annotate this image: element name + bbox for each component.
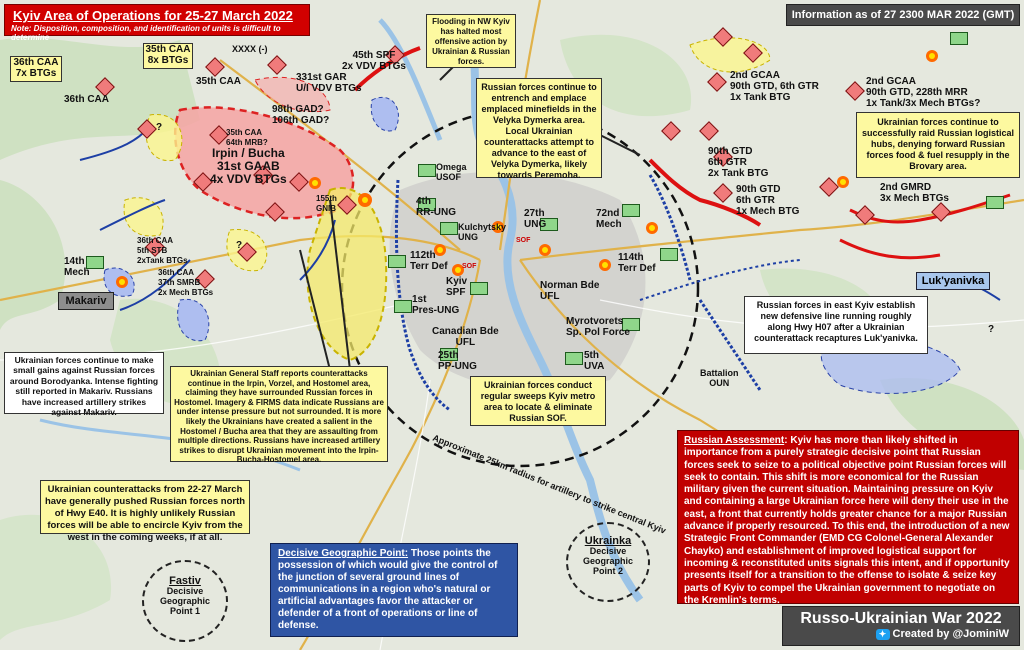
- unit-label-5th-stb: 36th CAA 5th STB 2xTank BTGs: [137, 236, 188, 265]
- note-counterattacks: Ukrainian counterattacks from 22-27 March have generally pushed Russian forces north of Hwy E40. It is highly unlikely Russian forces will be able to encircle Kyiv from the west in the coming weeks, if at all.: [40, 480, 250, 534]
- unit-label-1st-pres: 1st Pres-UNG: [412, 294, 460, 316]
- twitter-icon[interactable]: ✦: [876, 629, 890, 640]
- unit-label-irpin-bucha: Irpin / Bucha 31st GAAB 4x VDV BTGs: [210, 146, 287, 186]
- unit-label-90th-gtd-b: 90th GTD 6th GTR 1x Mech BTG: [736, 184, 800, 217]
- unit-label-64th-mrb: 35th CAA 64th MRB?: [226, 128, 268, 147]
- sof-marker: SOF: [516, 237, 531, 244]
- unit-label-112th-terr: 112th Terr Def: [410, 250, 448, 272]
- ukrainian-unit-symbol[interactable]: [394, 300, 412, 313]
- unit-label-45th-spf: 45th SPF 2x VDV BTGs: [342, 50, 406, 72]
- unknown-marker: ?: [156, 122, 163, 133]
- unit-label-2nd-gcaa-a: 2nd GCAA 90th GTD, 6th GTR 1x Tank BTG: [730, 70, 819, 103]
- unit-label-2nd-gmrd: 2nd GMRD 3x Mech BTGs: [880, 182, 949, 204]
- unit-label-2nd-gcaa-b: 2nd GCAA 90th GTD, 228th MRR 1x Tank/3x Mech BTGs?: [866, 76, 981, 109]
- place-lukyanivka: Luk'yanivka: [916, 272, 990, 290]
- ukrainian-unit-symbol[interactable]: [986, 196, 1004, 209]
- unit-label-kyiv-spf: Kyiv SPF: [446, 276, 468, 298]
- unit-label-kulchytsky: Kulchytsky UNG: [458, 222, 507, 242]
- unit-label-36th-caa: 36th CAA: [64, 94, 110, 105]
- map-title: Kyiv Area of Operations for 25-27 March 2022: [13, 8, 293, 23]
- decisive-point-fastiv: Fastiv Decisive Geographic Point 1: [142, 560, 228, 642]
- unit-label-72nd-mech: 72nd Mech: [596, 208, 622, 230]
- map-note: Note: Disposition, composition, and identification of units is difficult to determine: [11, 24, 281, 42]
- unit-label-90th-gtd-a: 90th GTD 6th GTR 2x Tank BTG: [708, 146, 769, 179]
- ukrainian-unit-symbol[interactable]: [388, 255, 406, 268]
- unit-label-37th-smrb: 36th CAA 37th SMRB 2x Mech BTGs: [158, 268, 214, 297]
- unit-label-5th-uva: 5th UVA: [584, 350, 605, 372]
- unknown-marker: ?: [988, 324, 995, 335]
- assessment-heading: Russian Assessment: [684, 435, 785, 446]
- ukrainian-unit-symbol[interactable]: [660, 248, 678, 261]
- note-makariv: Ukrainian forces continue to make small gains against Russian forces around Borodyanka. Intense fighting still reported in Makariv. Russians have increased artillery strikes against Makariv.: [4, 352, 164, 414]
- footer-banner: [782, 606, 1020, 646]
- ukrainian-unit-symbol[interactable]: [418, 164, 436, 177]
- footer-title: Russo-Ukrainian War 2022: [800, 610, 1002, 627]
- ukrainian-unit-symbol[interactable]: [470, 282, 488, 295]
- unit-label-331st-gar: 331st GAR U/I VDV BTGs: [296, 72, 362, 94]
- russian-assessment-panel: [677, 430, 1019, 604]
- note-metro-sweeps: Ukrainian forces conduct regular sweeps Kyiv metro area to locate & eliminate Russian SOF.: [470, 376, 606, 426]
- definition-text: Those points the possession of which would give the control of the junction of several ground lines of communications in a region who's natural or artificial advantages favor the attacker or defender of a front of operations or line of defense.: [278, 548, 498, 631]
- footer-credit-text[interactable]: Created by @JominiW: [892, 628, 1009, 640]
- unit-label-155th-gnib: 155th GNIB: [316, 194, 337, 213]
- decisive-point-ukrainka: Ukrainka Decisive Geographic Point 2: [566, 522, 650, 602]
- unit-label-battalion-oun: Battalion OUN: [700, 368, 739, 388]
- assessment-text: : Kyiv has more than likely shifted in importance from a purely strategic decisive point that Russian forces seek to seize to a political objective point Russian forces will seek to contain. This shift is more economical for the Russian military given the current situation. Maintaining pressure on Kyiv and containing a large Ukrainian force here will deny their use in the east, a front that currently holds greater chance for a major Russian advance if properly resourced. To this end, the introduction of a new Strategic Front Commander (EMD CG Colonel-General Alexander Chayko) and establishment of improved logistical support for incoming & reconstituted units signals this intent, and if opportunity presents itself for a transition to the offense to isolate & seize key parts of Kyiv to compel the Ukrainian government to negotiate on the Kremlin's terms.: [684, 435, 1010, 606]
- note-logistics: Ukrainian forces continue to successfully raid Russian logistical hubs, denying forward Russian forces food & fuel resupply in the Brovary area.: [856, 112, 1020, 178]
- ukrainian-unit-symbol[interactable]: [565, 352, 583, 365]
- footer-credit: [783, 628, 1019, 640]
- echelon-marker: XXXX (-): [232, 44, 268, 54]
- unit-label-35th-caa-box: 35th CAA 8x BTGs: [143, 43, 193, 69]
- ukrainian-unit-symbol[interactable]: [440, 222, 458, 235]
- unit-label-27th-ung: 27th UNG: [524, 208, 547, 230]
- note-general-staff: Ukrainian General Staff reports counterattacks continue in the Irpin, Vorzel, and Hostomel area, claiming they have surrounded Russian forces in Hostomel. Imagery & FIRMS data indicate Russians are under intense pressure but not surrounded. It is more likely the Ukrainians have created a salient in the Hostomel / Bucha area that they are assaulting from multiple directions. Russians have increased artillery strikes to disrupt Ukrainian movement into the Irpin-Bucha-Hostomel area.: [170, 366, 388, 462]
- unit-label-98th-gad: 98th GAD? 106th GAD?: [272, 104, 330, 126]
- unit-label-114th-terr: 114th Terr Def: [618, 252, 656, 274]
- note-minefields: Russian forces continue to entrench and emplace emplaced minefields in the Velyka Dymerka area. Local Ukrainian counterattacks attempt to advance to the east of Velyka Dymerka, likely towards Peremoha.: [476, 78, 602, 178]
- map-title-banner: [4, 4, 310, 42]
- ukrainian-unit-symbol[interactable]: [950, 32, 968, 45]
- unit-label-36th-caa-box: 36th CAA 7x BTGs: [10, 56, 62, 82]
- decisive-point-definition: [270, 543, 518, 637]
- unit-label-canadian-bde: Canadian Bde UFL: [432, 326, 499, 348]
- unit-label-25th-pp: 25th PP-UNG: [438, 350, 477, 372]
- unit-label-14th-mech: 14th Mech: [64, 256, 90, 278]
- radius-label: Approximate 25km radius for artillery to strike central Kyiv: [431, 432, 668, 536]
- note-flooding: Flooding in NW Kyiv has halted most offensive action by Ukrainian & Russian forces.: [426, 14, 516, 68]
- definition-heading: Decisive Geographic Point:: [278, 548, 409, 559]
- note-defensive-line: Russian forces in east Kyiv establish new defensive line running roughly along Hwy H07 after a Ukrainian counterattack recaptures Luk'yanivka.: [744, 296, 928, 354]
- unit-label-myrotvorets: Myrotvorets Sp. Pol Force: [566, 316, 630, 338]
- sof-marker: SOF: [462, 263, 477, 270]
- unit-label-4th-rr: 4th RR-UNG: [416, 196, 456, 218]
- info-timestamp: Information as of 27 2300 MAR 2022 (GMT): [786, 4, 1020, 26]
- ukrainian-unit-symbol[interactable]: [622, 204, 640, 217]
- unit-label-35th-caa: 35th CAA: [196, 76, 242, 87]
- unknown-marker: ?: [236, 240, 243, 251]
- unit-label-omega: Omega USOF: [436, 162, 467, 182]
- place-makariv: Makariv: [58, 292, 114, 310]
- unit-label-norman-bde: Norman Bde UFL: [540, 280, 600, 302]
